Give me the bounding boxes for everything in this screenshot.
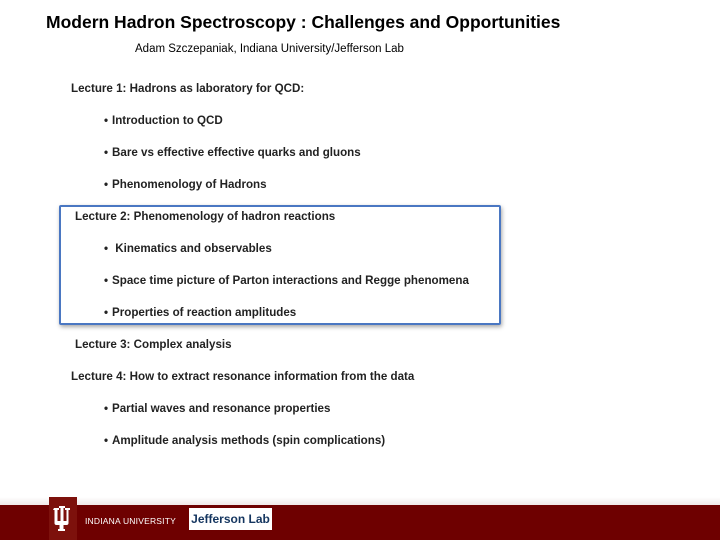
lecture-2-bullet-2: • Space time picture of Parton interactions and Regge phenomena — [104, 274, 469, 287]
lecture-3-label: Lecture 3: Complex analysis — [75, 338, 232, 351]
lecture-4-bullet-1: • Partial waves and resonance properties — [104, 402, 331, 415]
lecture-2-bullet-3: • Properties of reaction amplitudes — [104, 306, 297, 319]
iu-trident-icon — [49, 497, 77, 540]
author-line: Adam Szczepaniak, Indiana University/Jefferson Lab — [135, 43, 404, 55]
university-label: INDIANA UNIVERSITY — [85, 516, 176, 526]
lecture-2-label: Lecture 2: Phenomenology of hadron reactions — [75, 210, 336, 223]
lecture-1-bullet-2: • Bare vs effective effective quarks and gluons — [104, 146, 361, 159]
slide-title: Modern Hadron Spectroscopy : Challenges and Opportunities — [46, 12, 561, 32]
lecture-1-bullet-3: • Phenomenology of Hadrons — [104, 178, 267, 191]
jefferson-lab-logo: Jefferson Lab — [189, 508, 272, 530]
lecture-2-bullet-1: • Kinematics and observables — [104, 242, 272, 255]
lecture-1-bullet-1: • Introduction to QCD — [104, 114, 223, 127]
footer-divider — [0, 497, 720, 505]
lecture-4-bullet-2: • Amplitude analysis methods (spin complications) — [104, 434, 386, 447]
lecture-1-label: Lecture 1: Hadrons as laboratory for QCD: — [71, 82, 305, 95]
lecture-4-label: Lecture 4: How to extract resonance information from the data — [71, 370, 415, 383]
